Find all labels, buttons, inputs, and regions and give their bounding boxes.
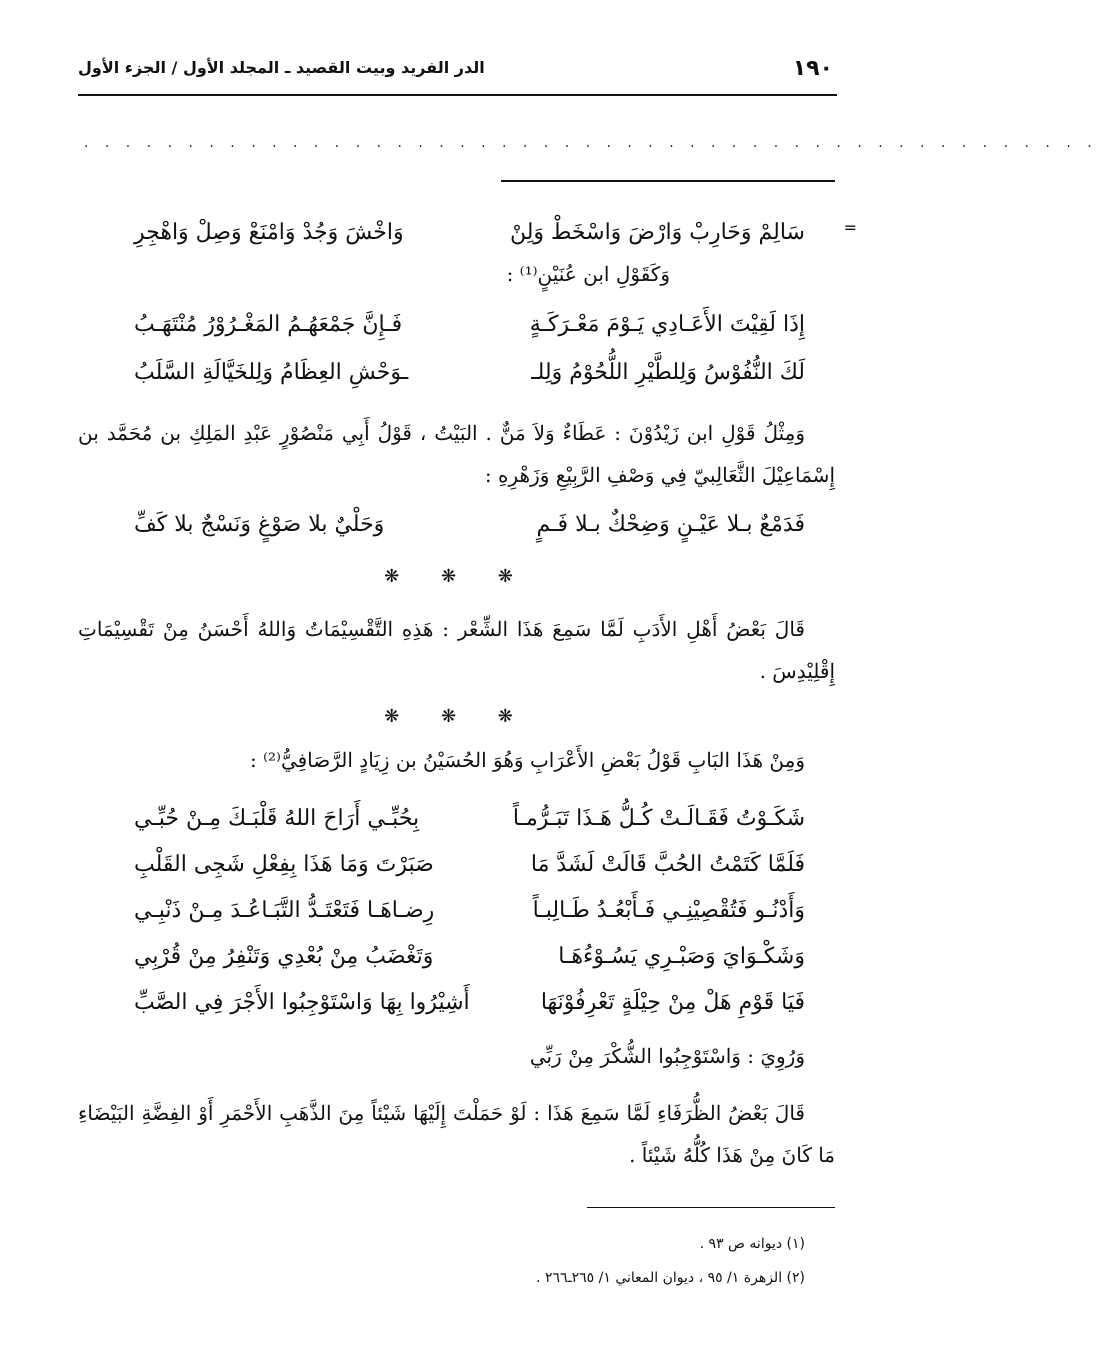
paragraph-zurafa: قَالَ بَعْضُ الظُّرَفَاءِ لَمَّا سَمِعَ هَذَا : لَوْ حَمَلْتَ إِلَيْهَا شَيْئاً مِنَ الذَّهَبِ الأَحْمَرِ أَوْ الفِضَّةِ البَيْضَاءِ مَا كَانَ مِنْ هَذَا كُلُّهُ شَيْئاً . — [78, 1101, 835, 1167]
continuation-mark: = — [843, 218, 857, 237]
paragraph-euclid: قَالَ بَعْضُ أَهْلِ الأَدَبِ لَمَّا سَمِعَ هَذَا الشِّعْر : هَذِهِ التَّقْسِيْمَاتُ وَاللهُ أَحْسَنُ مِنْ تَقْسِيْمَاتِ إِقْلِيْدِسَ . — [78, 617, 835, 683]
section-divider-1: ❋ ❋ ❋ — [384, 566, 531, 587]
verse-4c-left: رِضـاهَـا فَتَعْتَـدُّ التَّبَـاعُـدَ مِـنْ ذَنْبِـي — [134, 898, 435, 923]
verse-4e-left: أَشِيْرُوا بِهَا وَاسْتَوْجِبُوا الأَجْرَ فِي الصَّبِّ — [134, 990, 470, 1015]
intro-ibn-unayn: وَكَقَوْلِ ابن عُنَيْنٍ⁽¹⁾ : — [506, 262, 670, 286]
verse-2a-right: إِذَا لَقِيْتَ الأَعَـادِي يَـوْمَ مَعْـرَكَـةٍ — [529, 312, 805, 337]
verse-4b-right: فَلَمَّا كَتَمْتُ الحُبَّ قَالَتْ لَشَدَّ مَا — [530, 852, 805, 877]
verse-4a-right: شَكَـوْتُ فَقَـالَـتْ كُـلُّ هَـذَا تَبَـرُّمـاً — [512, 806, 805, 831]
footnote-2: (٢) الزهرة ١/ ٩٥ ، ديوان المعاني ١/ ٢٦٥ـ٢٦٦ . — [536, 1270, 805, 1286]
dotted-separator: . . . . . . . . . . . . . . . . . . . . . . . . . . . . . . . . . . . . . . . . . . . . . . . . . — [84, 135, 1098, 151]
footnote-rule — [587, 1207, 835, 1208]
verse-4a-left: بِحُبِّـي أَرَاحَ اللهُ قَلْبَـكَ مِـنْ حُبِّـي — [134, 806, 420, 831]
section-divider-2: ❋ ❋ ❋ — [384, 706, 531, 727]
verse-4c-right: وَأَدْنُـو فَتُقْصِيْنِـي فَـأَبْعُـدُ طَـالِبـاً — [532, 898, 805, 923]
intro-rusafi: وَمِنْ هَذَا البَابِ قَوْلُ بَعْضِ الأَعْرَابِ وَهُوَ الحُسَيْنُ بن زِيَادٍ الرَّصَافِيُّ⁽²⁾ : — [249, 748, 805, 772]
verse-4d-right: وَشَكْـوَايَ وَصَبْـرِي يَسُـوْءُهَـا — [558, 944, 805, 969]
verse-1-left: وَاخْشَ وَجُدْ وَامْنَعْ وَصِلْ وَاهْجِرِ — [134, 220, 404, 245]
running-header — [78, 58, 638, 77]
verse-3-left: وَحَلْيٌ بلا صَوْغٍ وَنَسْجٌ بلا كَفِّ — [134, 512, 385, 537]
page-number: ١٩٠ — [792, 56, 833, 81]
verse-4b-left: صَبَرْتَ وَمَا هَذَا بِفِعْلِ شَجِى القَلْبِ — [134, 852, 434, 877]
header-rule — [78, 94, 837, 96]
paragraph-ibn-zaydun: وَمِثْلُ قَوْلِ ابن زَيْدُوْنَ : عَطَاءٌ وَلاَ مَنٌّ . البَيْتُ ، قَوْلُ أَبِي مَنْصُوْرٍ عَبْدِ المَلِكِ بن مُحَمَّد بن إِسْمَاعِيْلَ الثَّعَالِبيّ فِي وَصْفِ الرَّبِيْعِ وَزَهْرِهِ : — [78, 421, 835, 487]
verse-4e-right: فَيَا قَوْمِ هَلْ مِنْ حِيْلَةٍ تَعْرِفُوْنَهَا — [540, 990, 805, 1015]
verse-2b-left: ـوَحْشِ العِظَامُ وَلِلخَيَّالَةِ السَّلَبُ — [134, 360, 409, 385]
verse-4d-left: وَتَغْضَبُ مِنْ بُعْدِي وَتَنْفِرُ مِنْ قُرْبِي — [134, 944, 434, 969]
verse-2a-left: فَـإِنَّ جَمْعَهُـمُ المَغْـرُوْرُ مُنْتَهَـبُ — [134, 312, 403, 337]
variant-reading: وَرُوِيَ : وَاسْتَوْجِبُوا الشُّكْرَ مِنْ رَبِّي — [529, 1044, 805, 1068]
verse-1-right: سَالِمْ وَحَارِبْ وَارْضَ وَاسْخَطْ وَلِنْ — [509, 220, 805, 245]
footnote-1: (١) ديوانه ص ٩٣ . — [699, 1236, 805, 1252]
running-header-text: الدر الفريد وبيت القصيد ـ المجلد الأول / الجزء الأول — [78, 58, 485, 77]
verse-2b-right: لَكَ النُّفُوْسُ وَلِلطَّيْرِ اللُّحُوْمُ وَلِلـ — [531, 360, 805, 385]
short-rule — [501, 180, 835, 182]
verse-3-right: فَدَمْعٌ بـلا عَيْـنٍ وَضِحْكٌ بـلا فَـمٍ — [536, 512, 805, 537]
